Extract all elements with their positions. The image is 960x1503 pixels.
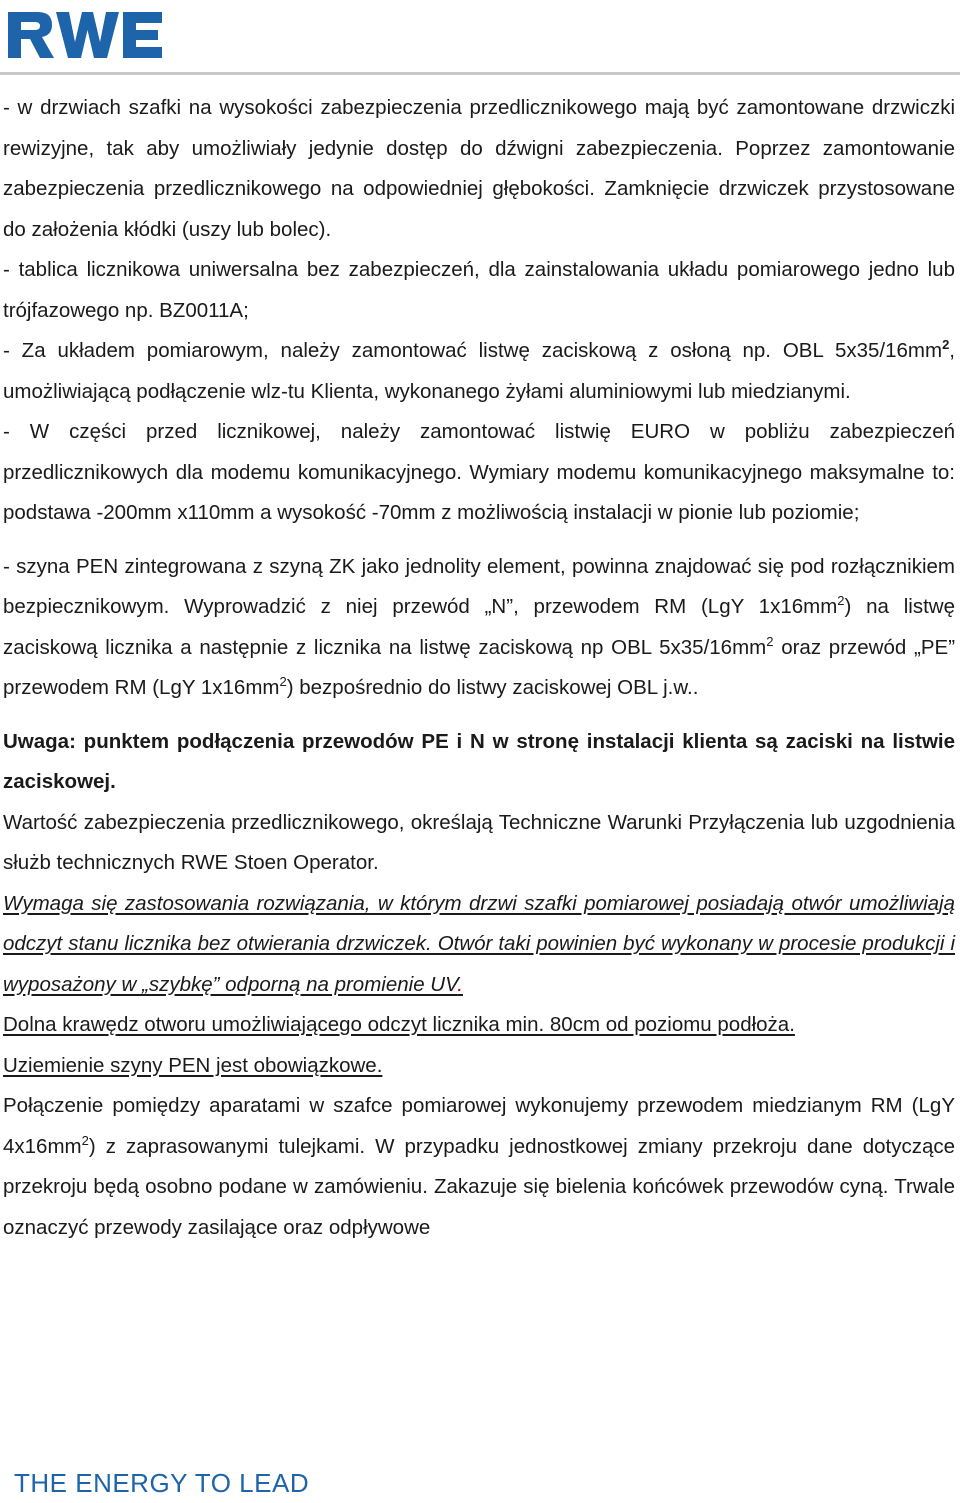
text-segment: - szyna PEN zintegrowana z szyną ZK jako jednolity element, powinna znajdować się pod rozłącznikiem bezpiecznikowym. Wyprowadzić z niej przewód xyxy=(3,554,955,618)
paragraph-grounding: Uziemienie szyny PEN jest obowiązkowe. xyxy=(3,1053,383,1077)
paragraph-fuse-value: Wartość zabezpieczenia przedlicznikowego, określają Techniczne Warunki Przyłączenia lub uzgodnienia służb technicznych RWE Stoen Operator. xyxy=(3,810,955,874)
text-segment: Wymaga się zastosowania rozwiązania, w którym drzwi szafki pomiarowej posiadają otwór umożliwiają odczyt stanu licznika bez otwierania drzwiczek. Otwór taki powinien być wykonany w procesie produkcji i wyposażony w „szybkę” odporną na promienie UV xyxy=(3,891,955,996)
paragraph-note: Uwaga: punktem podłączenia przewodów PE i N w stronę instalacji klienta są zaciski na listwie zaciskowej. xyxy=(3,729,955,793)
text-segment: , przewodem RM (LgY 1x16mm xyxy=(513,595,838,618)
superscript: 2 xyxy=(766,633,774,649)
paragraph-window-requirement xyxy=(3,884,955,1006)
paragraph-wiring xyxy=(3,1086,955,1248)
text-segment: ) na listwę zaciskową licznika a następnie z licznika na listwę zaciskową np OBL 5x35/16mm xyxy=(3,595,955,659)
paragraph-inspection-door: - w drzwiach szafki na wysokości zabezpieczenia przedlicznikowego mają być zamontowane drzwiczki rewizyjne, tak aby umożliwiały jedynie dostęp do dźwigni zabezpieczenia. Poprzez zamontowanie zabezpieczenia przedlicznikowego na odpowiedniej głębokości. Zamknięcie drzwiczek przystosowane do założenia kłódki (uszy lub bolec). xyxy=(3,96,955,241)
text-segment: przewodem RM (LgY 1x16mm xyxy=(3,676,280,699)
footer-tagline: THE ENERGY TO LEAD xyxy=(14,1468,310,1498)
text-segment: Połączenie pomiędzy aparatami w szafce pomiarowej wykonujemy przewodem miedzianym RM (LgY 4x16mm xyxy=(3,1094,955,1158)
spacer xyxy=(3,709,955,722)
text-segment: - Za układem pomiarowym, należy zamontować listwę zaciskową z osłoną np. OBL 5x35/16mm xyxy=(3,339,943,362)
paragraph-pen-bar xyxy=(3,547,955,709)
document-body xyxy=(3,88,955,1248)
superscript: 2 xyxy=(837,593,845,609)
rwe-logo-graphic xyxy=(6,6,166,68)
paragraph-euro-rail: - W części przed licznikowej, należy zamontować listwię EURO w pobliżu zabezpieczeń przedlicznikowych dla modemu komunikacyjnego. Wymiary modemu komunikacyjnego maksymalne to: podstawa -200mm x110mm a wysokość -70mm z możliwością instalacji w pionie lub poziomie; xyxy=(3,420,955,524)
superscript: 2 xyxy=(942,337,950,353)
rwe-logo xyxy=(6,6,166,68)
paragraph-terminal-strip xyxy=(3,331,955,412)
text-segment: ) bezpośrednio do listwy zaciskowej OBL j.w.. xyxy=(286,676,699,699)
text-segment: ) z zaprasowanymi tulejkami. W przypadku jednostkowej zmiany przekroju dane dotyczące przekroju będą osobno podane w zamówieniu. Zakazuje się bielenia końcówek przewodów cyną. Trwale oznaczyć przewody zasilające oraz odpływowe xyxy=(3,1134,955,1239)
text-segment: , umożliwiającą podłączenie wlz-tu Klienta, wykonanego żyłami aluminiowymi lub miedzianymi. xyxy=(3,339,955,403)
paragraph-window-height: Dolna krawędz otworu umożliwiającego odczyt licznika min. 80cm od poziomu podłoża. xyxy=(3,1013,795,1036)
text-segment: „N” xyxy=(484,595,514,618)
text-segment: „PE” xyxy=(914,635,956,659)
spacer xyxy=(3,534,955,547)
superscript: 2 xyxy=(81,1132,89,1148)
text-segment: oraz przewód xyxy=(773,635,915,659)
header-divider xyxy=(0,72,960,75)
text-segment: . xyxy=(457,972,463,996)
superscript: 2 xyxy=(279,674,287,690)
paragraph-meter-board: - tablica licznikowa uniwersalna bez zabezpieczeń, dla zainstalowania układu pomiarowego jedno lub trójfazowego np. BZ0011A; xyxy=(3,258,955,322)
